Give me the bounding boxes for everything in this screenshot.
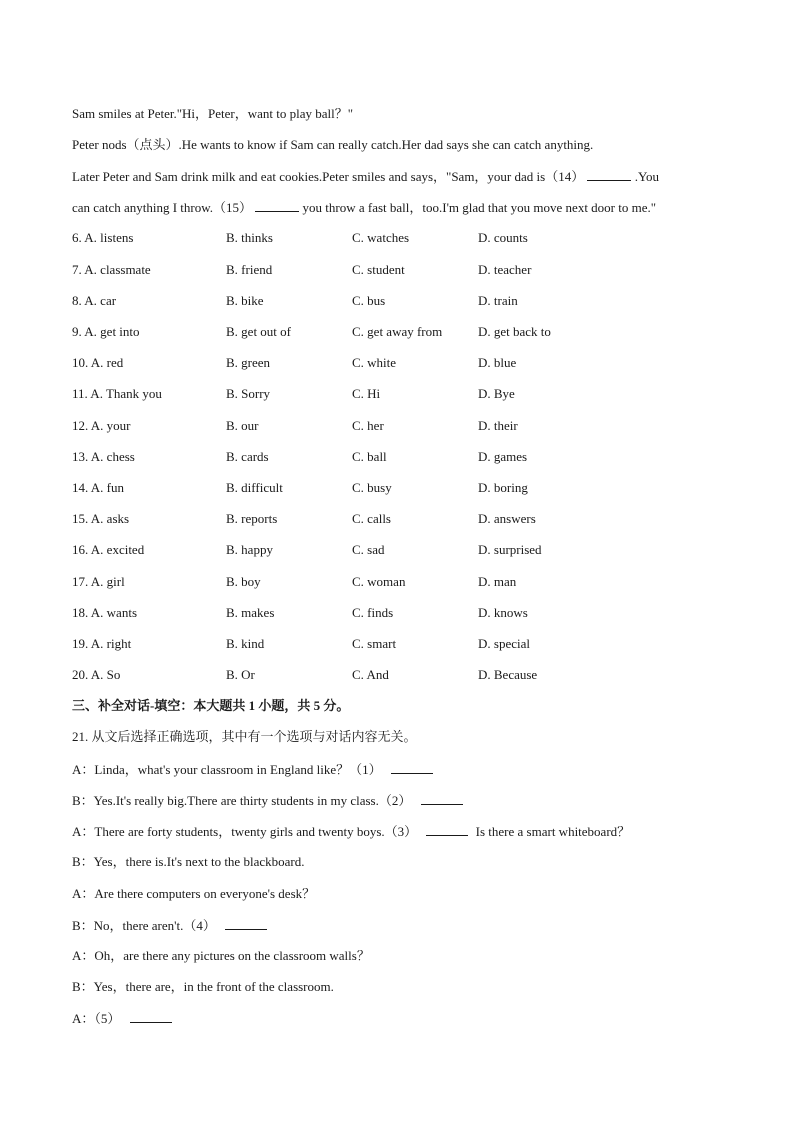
dialogue-line-3: [72, 823, 630, 840]
option-b[interactable]: B. cards: [226, 449, 269, 464]
passage-line-4: [72, 199, 656, 216]
option-d[interactable]: D. man: [478, 574, 517, 589]
passage-line-3-end: .You: [634, 169, 660, 184]
option-d[interactable]: D. knows: [478, 605, 528, 620]
option-c[interactable]: C. white: [352, 355, 397, 370]
passage-line-2: Peter nods（点头）.He wants to know if Sam can really catch.Her dad says she can catch anything.: [72, 137, 594, 152]
option-d[interactable]: D. blue: [478, 355, 517, 370]
option-a[interactable]: 12. A. your: [72, 418, 131, 433]
option-a[interactable]: 20. A. So: [72, 667, 121, 682]
option-b[interactable]: B. Or: [226, 667, 255, 682]
option-b[interactable]: B. kind: [226, 636, 265, 651]
option-d[interactable]: D. train: [478, 293, 518, 308]
option-d[interactable]: D. their: [478, 418, 518, 433]
option-c[interactable]: C. And: [352, 667, 389, 682]
option-a[interactable]: 7. A. classmate: [72, 262, 151, 277]
option-a[interactable]: 8. A. car: [72, 293, 117, 308]
dialogue-text: B：No，there aren't.（4）: [72, 918, 216, 933]
option-c[interactable]: C. smart: [352, 636, 397, 651]
option-d[interactable]: D. counts: [478, 230, 528, 245]
option-c[interactable]: C. ball: [352, 449, 387, 464]
option-d[interactable]: D. Because: [478, 667, 538, 682]
dialogue-text: A：Linda，what's your classroom in England like？（1）: [72, 762, 382, 777]
section-3-heading: 三、补全对话-填空：本大题共 1 小题，共 5 分。: [72, 698, 350, 713]
option-c[interactable]: C. Hi: [352, 386, 381, 401]
option-a[interactable]: 11. A. Thank you: [72, 386, 162, 401]
answer-blank-15[interactable]: [255, 199, 299, 212]
option-b[interactable]: B. thinks: [226, 230, 273, 245]
dialogue-line-8: B：Yes，there are，in the front of the classroom.: [72, 979, 334, 994]
option-d[interactable]: D. teacher: [478, 262, 532, 277]
option-b[interactable]: B. difficult: [226, 480, 283, 495]
answer-blank-2[interactable]: [421, 792, 463, 805]
option-d[interactable]: D. special: [478, 636, 530, 651]
option-a[interactable]: 14. A. fun: [72, 480, 124, 495]
option-a[interactable]: 18. A. wants: [72, 605, 137, 620]
option-c[interactable]: C. watches: [352, 230, 410, 245]
option-b[interactable]: B. Sorry: [226, 386, 271, 401]
option-a[interactable]: 17. A. girl: [72, 574, 125, 589]
dialogue-line-6: [72, 917, 267, 934]
dialogue-line-5: A：Are there computers on everyone's desk？: [72, 886, 316, 901]
option-c[interactable]: C. get away from: [352, 324, 443, 339]
option-d[interactable]: D. Bye: [478, 386, 515, 401]
option-c[interactable]: C. bus: [352, 293, 386, 308]
option-c[interactable]: C. her: [352, 418, 384, 433]
passage-line-4-end: you throw a fast ball，too.I'm glad that you move next door to me.": [302, 200, 657, 215]
option-b[interactable]: B. reports: [226, 511, 278, 526]
passage-line-4-text: can catch anything I throw.（15）: [72, 200, 253, 215]
option-b[interactable]: B. green: [226, 355, 271, 370]
option-a[interactable]: 6. A. listens: [72, 230, 134, 245]
option-b[interactable]: B. happy: [226, 542, 273, 557]
option-d[interactable]: D. answers: [478, 511, 536, 526]
dialogue-text: A：There are forty students，twenty girls and twenty boys.（3）: [72, 824, 418, 839]
dialogue-line-1: [72, 761, 433, 778]
answer-blank-1[interactable]: [391, 761, 433, 774]
option-d[interactable]: D. surprised: [478, 542, 542, 557]
answer-blank-5[interactable]: [130, 1010, 172, 1023]
option-b[interactable]: B. friend: [226, 262, 273, 277]
option-a[interactable]: 10. A. red: [72, 355, 124, 370]
option-c[interactable]: C. finds: [352, 605, 394, 620]
answer-blank-14[interactable]: [587, 168, 631, 181]
passage-line-3: [72, 168, 659, 185]
option-b[interactable]: B. makes: [226, 605, 275, 620]
option-c[interactable]: C. busy: [352, 480, 392, 495]
dialogue-text: A：（5）: [72, 1011, 121, 1026]
dialogue-text: B：Yes.It's really big.There are thirty students in my class.（2）: [72, 793, 412, 808]
option-b[interactable]: B. get out of: [226, 324, 291, 339]
dialogue-line-7: A：Oh，are there any pictures on the classroom walls？: [72, 948, 370, 963]
dialogue-line-2: [72, 792, 463, 809]
option-b[interactable]: B. our: [226, 418, 259, 433]
answer-blank-3[interactable]: [426, 823, 468, 836]
option-c[interactable]: C. woman: [352, 574, 406, 589]
dialogue-text-end: Is there a smart whiteboard？: [475, 824, 631, 839]
option-d[interactable]: D. games: [478, 449, 528, 464]
passage-line-3-text: Later Peter and Sam drink milk and eat cookies.Peter smiles and says，"Sam，your dad is（14）: [72, 169, 585, 184]
option-d[interactable]: D. get back to: [478, 324, 551, 339]
option-a[interactable]: 15. A. asks: [72, 511, 130, 526]
option-a[interactable]: 9. A. get into: [72, 324, 140, 339]
passage-line-1: Sam smiles at Peter."Hi，Peter，want to play ball？": [72, 106, 354, 121]
option-a[interactable]: 16. A. excited: [72, 542, 145, 557]
option-c[interactable]: C. calls: [352, 511, 391, 526]
option-b[interactable]: B. bike: [226, 293, 264, 308]
option-a[interactable]: 19. A. right: [72, 636, 132, 651]
option-d[interactable]: D. boring: [478, 480, 528, 495]
option-b[interactable]: B. boy: [226, 574, 261, 589]
question-21-instruction: 21. 从文后选择正确选项，其中有一个选项与对话内容无关。: [72, 729, 417, 744]
dialogue-line-4: B：Yes，there is.It's next to the blackboard.: [72, 854, 305, 869]
dialogue-line-9: [72, 1010, 172, 1027]
option-c[interactable]: C. student: [352, 262, 405, 277]
option-a[interactable]: 13. A. chess: [72, 449, 135, 464]
answer-blank-4[interactable]: [225, 917, 267, 930]
option-c[interactable]: C. sad: [352, 542, 385, 557]
